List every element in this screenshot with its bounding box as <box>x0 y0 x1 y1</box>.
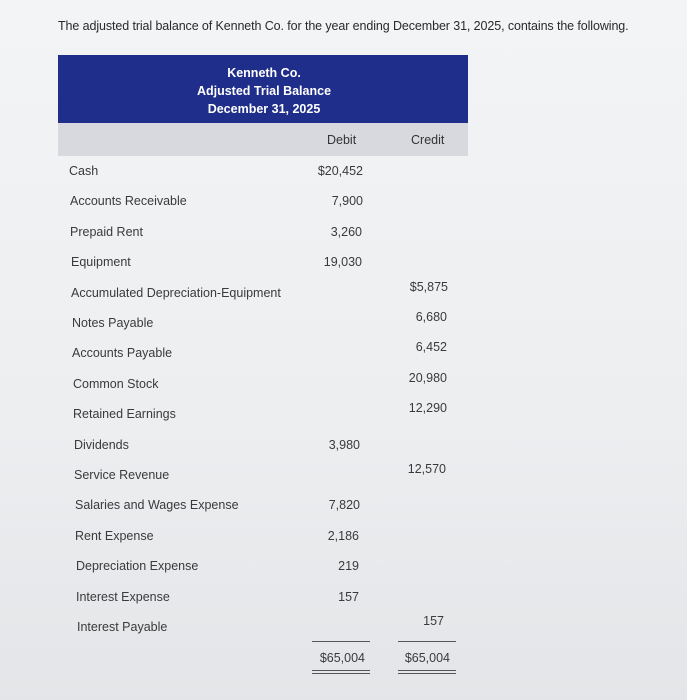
account-name: Cash <box>69 164 99 178</box>
account-name: Rent Expense <box>75 528 154 543</box>
account-name: Interest Payable <box>77 620 168 634</box>
statement-date: December 31, 2025 <box>207 102 321 116</box>
credit-amount: $5,875 <box>409 279 448 294</box>
account-name: Retained Earnings <box>73 407 176 422</box>
intro-text: The adjusted trial balance of Kenneth Co. for the year ending December 31, 2025, contains the following. <box>58 19 629 33</box>
account-name: Service Revenue <box>74 468 170 482</box>
credit-amount: 157 <box>423 614 444 628</box>
debit-amount: 219 <box>338 559 359 574</box>
debit-amount: 157 <box>338 589 359 604</box>
account-name: Accumulated Depreciation-Equipment <box>71 285 281 300</box>
credit-total-rule-bottom-2 <box>398 673 456 674</box>
account-name: Dividends <box>74 437 129 452</box>
debit-total: $65,004 <box>319 651 365 665</box>
header-text-group <box>58 64 470 118</box>
credit-amount: 6,452 <box>415 340 447 355</box>
credit-total-rule-bottom-1 <box>398 670 456 671</box>
account-name: Salaries and Wages Expense <box>75 498 239 513</box>
account-name: Interest Expense <box>76 589 170 604</box>
account-name: Accounts Payable <box>72 346 173 361</box>
debit-amount: 19,030 <box>323 255 362 270</box>
account-name: Common Stock <box>73 376 159 391</box>
account-name: Prepaid Rent <box>70 224 143 239</box>
account-name: Equipment <box>71 255 131 270</box>
trial-balance-header <box>58 55 468 123</box>
debit-total-rule-bottom-2 <box>312 673 370 674</box>
credit-total-rule-top <box>398 641 456 642</box>
debit-amount: 3,980 <box>328 437 360 452</box>
account-name: Depreciation Expense <box>76 559 199 574</box>
statement-title: Adjusted Trial Balance <box>196 84 332 98</box>
debit-column-header: Debit <box>327 133 357 147</box>
column-header-band <box>58 123 468 156</box>
debit-amount: 3,260 <box>330 224 362 239</box>
credit-amount: 12,570 <box>407 462 446 476</box>
credit-amount: 20,980 <box>408 370 447 385</box>
account-name: Accounts Receivable <box>70 194 187 209</box>
debit-amount: 7,820 <box>328 498 360 513</box>
credit-column-header: Credit <box>411 133 445 147</box>
credit-amount: 6,680 <box>415 310 447 324</box>
account-name: Notes Payable <box>72 316 154 330</box>
debit-amount: $20,452 <box>317 164 363 178</box>
debit-amount: 7,900 <box>331 194 363 209</box>
credit-total: $65,004 <box>404 651 450 665</box>
credit-amount: 12,290 <box>408 401 447 416</box>
debit-amount: 2,186 <box>327 528 359 543</box>
debit-total-rule-bottom-1 <box>312 670 370 671</box>
company-name: Kenneth Co. <box>227 66 301 80</box>
debit-total-rule-top <box>312 641 370 642</box>
